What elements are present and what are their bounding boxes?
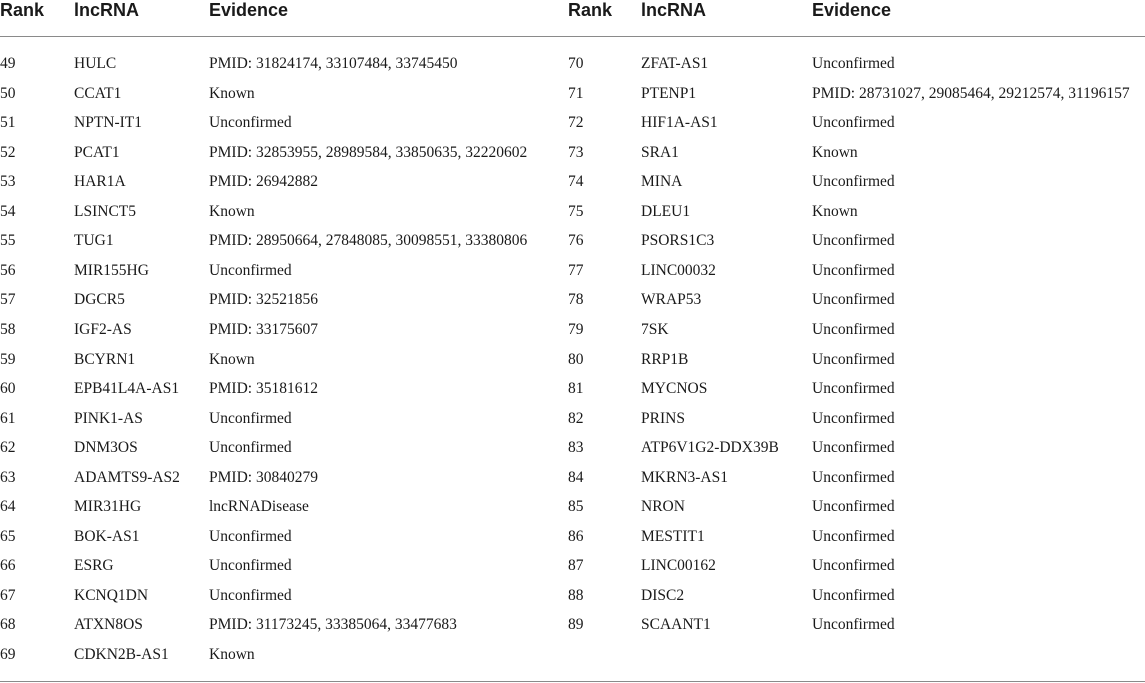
cell-lncrna-right: HIF1A-AS1 — [641, 114, 718, 131]
cell-lncrna-right: ATP6V1G2-DDX39B — [641, 439, 779, 456]
cell-lncrna-left: ATXN8OS — [74, 616, 143, 633]
cell-evidence-right: Unconfirmed — [812, 291, 895, 308]
cell-evidence-left: Known — [209, 351, 255, 368]
cell-lncrna-left: PCAT1 — [74, 144, 120, 161]
cell-evidence-left: PMID: 32521856 — [209, 291, 318, 308]
cell-rank-right: 88 — [568, 587, 584, 604]
cell-evidence-right: Unconfirmed — [812, 439, 895, 456]
cell-rank-left: 61 — [0, 410, 16, 427]
cell-rank-left: 69 — [0, 646, 16, 663]
cell-lncrna-left: HAR1A — [74, 173, 126, 190]
cell-lncrna-left: KCNQ1DN — [74, 587, 149, 604]
cell-rank-right: 86 — [568, 528, 584, 545]
header-lncrna-right: lncRNA — [641, 0, 707, 20]
cell-rank-left: 54 — [0, 203, 16, 220]
header-evidence-left: Evidence — [209, 0, 289, 20]
cell-rank-right: 82 — [568, 410, 584, 427]
cell-rank-left: 55 — [0, 232, 16, 249]
cell-rank-left: 60 — [0, 380, 16, 397]
cell-evidence-left: PMID: 31824174, 33107484, 33745450 — [209, 55, 458, 72]
cell-rank-left: 67 — [0, 587, 16, 604]
cell-rank-right: 70 — [568, 55, 584, 72]
cell-evidence-left: PMID: 33175607 — [209, 321, 318, 338]
cell-evidence-right: Unconfirmed — [812, 262, 895, 279]
cell-evidence-left: Known — [209, 85, 255, 102]
header-rule — [0, 36, 1145, 37]
header-lncrna-left: lncRNA — [74, 0, 140, 20]
cell-evidence-left: Unconfirmed — [209, 439, 292, 456]
cell-lncrna-right: LINC00162 — [641, 557, 716, 574]
cell-rank-right: 89 — [568, 616, 584, 633]
cell-lncrna-right: SRA1 — [641, 144, 679, 161]
cell-evidence-left: PMID: 35181612 — [209, 380, 318, 397]
cell-evidence-right: Unconfirmed — [812, 55, 895, 72]
cell-lncrna-left: MIR155HG — [74, 262, 149, 279]
cell-rank-right: 79 — [568, 321, 584, 338]
cell-rank-right: 83 — [568, 439, 584, 456]
cell-lncrna-right: 7SK — [641, 321, 669, 338]
cell-evidence-right: Unconfirmed — [812, 587, 895, 604]
cell-lncrna-right: WRAP53 — [641, 291, 702, 308]
cell-rank-left: 65 — [0, 528, 16, 545]
cell-evidence-right: PMID: 28731027, 29085464, 29212574, 31196157 — [812, 85, 1130, 102]
cell-evidence-left: Unconfirmed — [209, 262, 292, 279]
cell-lncrna-left: BOK-AS1 — [74, 528, 140, 545]
cell-rank-left: 51 — [0, 114, 16, 131]
cell-rank-right: 73 — [568, 144, 584, 161]
cell-lncrna-left: EPB41L4A-AS1 — [74, 380, 180, 397]
cell-rank-right: 71 — [568, 85, 584, 102]
cell-evidence-right: Unconfirmed — [812, 321, 895, 338]
cell-lncrna-right: PRINS — [641, 410, 685, 427]
header-rank-left: Rank — [0, 0, 45, 20]
cell-evidence-left: PMID: 28950664, 27848085, 30098551, 33380806 — [209, 232, 528, 249]
cell-lncrna-right: SCAANT1 — [641, 616, 711, 633]
cell-lncrna-right: LINC00032 — [641, 262, 716, 279]
cell-lncrna-right: RRP1B — [641, 351, 689, 368]
cell-rank-left: 68 — [0, 616, 16, 633]
cell-evidence-left: Unconfirmed — [209, 587, 292, 604]
cell-lncrna-right: NRON — [641, 498, 685, 515]
cell-evidence-left: Unconfirmed — [209, 528, 292, 545]
cell-evidence-right: Unconfirmed — [812, 616, 895, 633]
cell-evidence-left: PMID: 26942882 — [209, 173, 318, 190]
cell-lncrna-right: ZFAT-AS1 — [641, 55, 709, 72]
cell-evidence-left: Unconfirmed — [209, 410, 292, 427]
cell-lncrna-right: MINA — [641, 173, 683, 190]
cell-lncrna-left: IGF2-AS — [74, 321, 132, 338]
cell-lncrna-left: HULC — [74, 55, 117, 72]
cell-lncrna-right: MESTIT1 — [641, 528, 705, 545]
cell-lncrna-right: MKRN3-AS1 — [641, 469, 728, 486]
cell-evidence-left: PMID: 32853955, 28989584, 33850635, 32220602 — [209, 144, 528, 161]
cell-evidence-right: Unconfirmed — [812, 232, 895, 249]
cell-evidence-right: Unconfirmed — [812, 173, 895, 190]
cell-rank-left: 64 — [0, 498, 16, 515]
cell-lncrna-left: DGCR5 — [74, 291, 125, 308]
cell-evidence-left: Unconfirmed — [209, 557, 292, 574]
cell-rank-left: 56 — [0, 262, 16, 279]
cell-evidence-left: PMID: 30840279 — [209, 469, 318, 486]
cell-lncrna-left: ADAMTS9-AS2 — [74, 469, 180, 486]
cell-lncrna-left: NPTN-IT1 — [74, 114, 143, 131]
header-evidence-right: Evidence — [812, 0, 892, 20]
cell-rank-left: 52 — [0, 144, 16, 161]
cell-lncrna-left: ESRG — [74, 557, 114, 574]
cell-rank-right: 77 — [568, 262, 584, 279]
cell-lncrna-right: DLEU1 — [641, 203, 691, 220]
bottom-rule — [0, 681, 1145, 682]
cell-lncrna-left: TUG1 — [74, 232, 114, 249]
cell-rank-left: 63 — [0, 469, 16, 486]
cell-rank-right: 78 — [568, 291, 584, 308]
cell-evidence-right: Unconfirmed — [812, 557, 895, 574]
cell-rank-left: 59 — [0, 351, 16, 368]
cell-evidence-left: PMID: 31173245, 33385064, 33477683 — [209, 616, 457, 633]
cell-evidence-left: Unconfirmed — [209, 114, 292, 131]
cell-rank-right: 80 — [568, 351, 584, 368]
cell-evidence-right: Unconfirmed — [812, 498, 895, 515]
cell-evidence-right: Unconfirmed — [812, 469, 895, 486]
cell-rank-right: 87 — [568, 557, 584, 574]
cell-evidence-left: lncRNADisease — [209, 498, 309, 515]
cell-evidence-right: Unconfirmed — [812, 114, 895, 131]
cell-rank-right: 75 — [568, 203, 584, 220]
cell-rank-right: 85 — [568, 498, 584, 515]
cell-evidence-right: Unconfirmed — [812, 410, 895, 427]
cell-evidence-right: Known — [812, 144, 858, 161]
cell-rank-right: 74 — [568, 173, 584, 190]
cell-lncrna-left: CDKN2B-AS1 — [74, 646, 169, 663]
cell-rank-left: 53 — [0, 173, 16, 190]
cell-lncrna-right: MYCNOS — [641, 380, 708, 397]
cell-lncrna-right: PSORS1C3 — [641, 232, 715, 249]
cell-rank-left: 66 — [0, 557, 16, 574]
cell-rank-right: 72 — [568, 114, 584, 131]
cell-lncrna-left: LSINCT5 — [74, 203, 136, 220]
cell-rank-right: 81 — [568, 380, 584, 397]
cell-lncrna-left: MIR31HG — [74, 498, 142, 515]
cell-rank-right: 76 — [568, 232, 584, 249]
cell-evidence-right: Unconfirmed — [812, 528, 895, 545]
cell-evidence-right: Known — [812, 203, 858, 220]
cell-evidence-left: Known — [209, 646, 255, 663]
cell-rank-left: 49 — [0, 55, 16, 72]
cell-lncrna-left: DNM3OS — [74, 439, 138, 456]
cell-lncrna-right: PTENP1 — [641, 85, 697, 102]
cell-evidence-left: Known — [209, 203, 255, 220]
cell-rank-left: 50 — [0, 85, 16, 102]
header-rank-right: Rank — [568, 0, 613, 20]
cell-lncrna-left: PINK1-AS — [74, 410, 143, 427]
cell-rank-left: 57 — [0, 291, 16, 308]
cell-rank-left: 62 — [0, 439, 16, 456]
cell-evidence-right: Unconfirmed — [812, 380, 895, 397]
cell-lncrna-left: BCYRN1 — [74, 351, 136, 368]
cell-lncrna-right: DISC2 — [641, 587, 685, 604]
cell-evidence-right: Unconfirmed — [812, 351, 895, 368]
cell-lncrna-left: CCAT1 — [74, 85, 122, 102]
cell-rank-right: 84 — [568, 469, 584, 486]
cell-rank-left: 58 — [0, 321, 16, 338]
